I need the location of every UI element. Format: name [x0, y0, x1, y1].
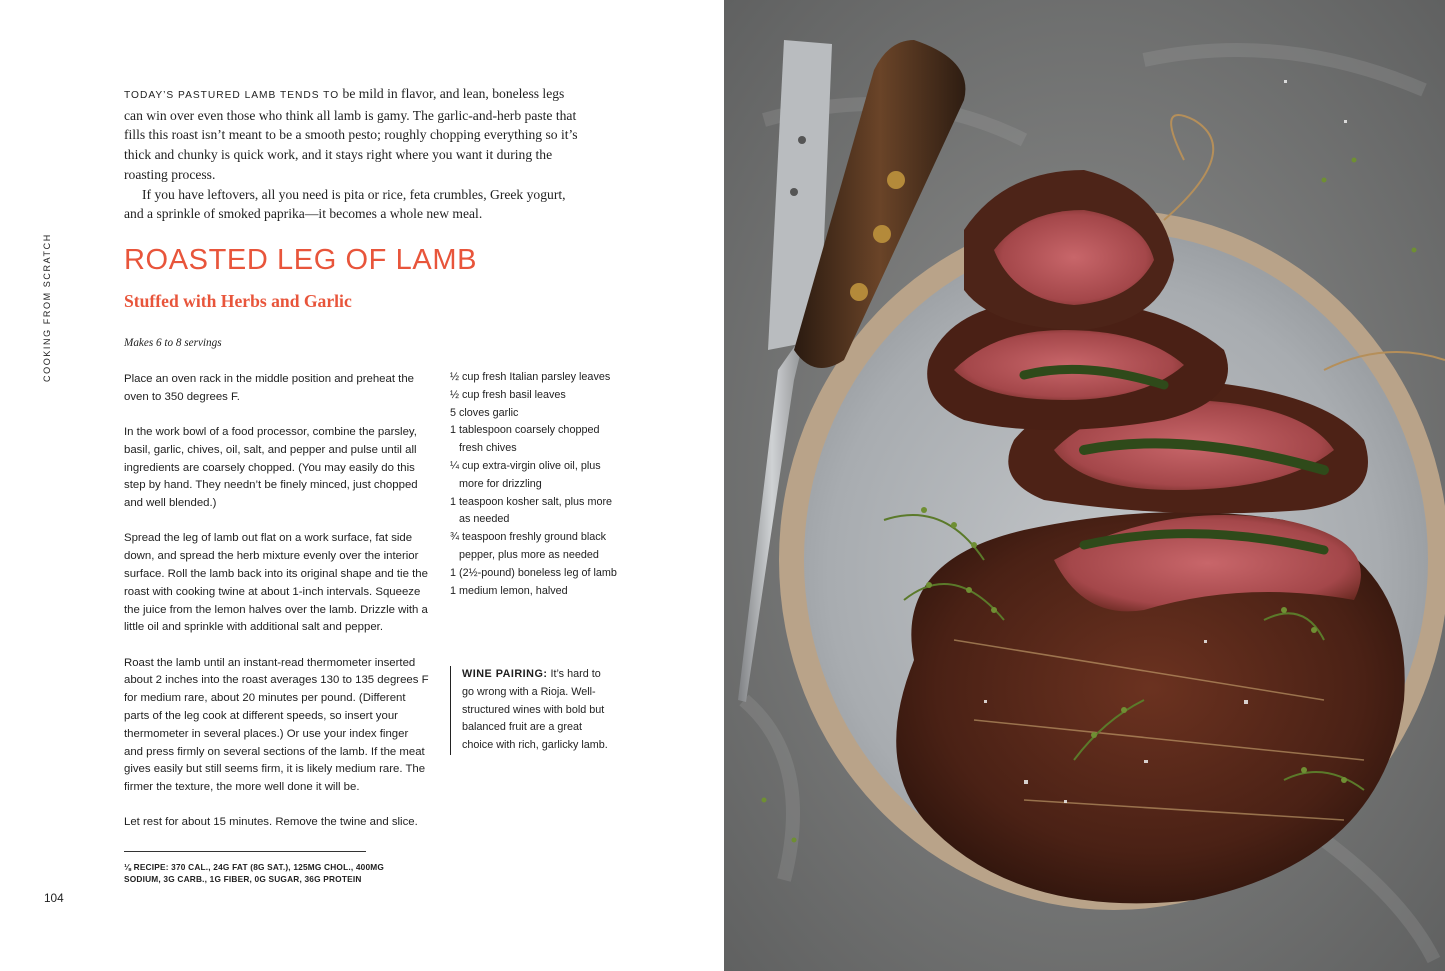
intro-lead-caps: TODAY’S PASTURED LAMB TENDS TO	[124, 90, 340, 101]
wine-pairing-note	[450, 666, 612, 755]
ingredient-item: 1 teaspoon kosher salt, plus more as needed	[450, 495, 613, 526]
ingredient-list	[450, 369, 620, 600]
running-head-text: COOKING FROM SCRATCH	[42, 233, 52, 382]
wine-pairing-text: It’s hard to go wrong with a Rioja. Well-structured wines with bold but balanced fruit are a great choice with rich, garlicky lamb.	[462, 668, 608, 752]
method-step: In the work bowl of a food processor, combine the parsley, basil, garlic, chives, oil, salt, and pepper and pulse until all ingredients are coarsely chopped. (You may easily do this step by hand. They needn’t be finely minced, just chopped and well blended.)	[124, 425, 418, 510]
intro-paragraph-2: If you have leftovers, all you need is pita or rice, feta crumbles, Greek yogurt, and a sprinkle of smoked paprika—it becomes a whole new meal.	[124, 186, 566, 222]
recipe-yield: Makes 6 to 8 servings	[124, 337, 222, 349]
method-step: Let rest for about 15 minutes. Remove the twine and slice.	[124, 816, 418, 829]
intro-paragraph-1	[124, 84, 584, 185]
nutrition-divider	[124, 851, 366, 852]
recipe-title: ROASTED LEG OF LAMB	[124, 244, 478, 276]
ingredient-item: 1 medium lemon, halved	[450, 584, 568, 597]
running-head	[42, 233, 56, 382]
ingredient-item: 1 tablespoon coarsely chopped fresh chives	[450, 424, 600, 455]
method-step: Spread the leg of lamb out flat on a work surface, fat side down, and spread the herb mixture evenly over the interior surface. Roll the lamb back into its original shape and tie the roast with cooking twine at about 1-inch intervals. Squeeze the juice from the lemon halves over the lamb. Drizzle with a little oil and sprinkle with additional salt and pepper.	[124, 532, 428, 634]
wine-pairing-label: WINE PAIRING:	[462, 668, 548, 680]
ingredient-item: ¾ teaspoon freshly ground black pepper, plus more as needed	[450, 531, 607, 561]
ingredient-item: ½ cup fresh basil leaves	[450, 388, 566, 401]
roast-lamb-photo	[724, 0, 1445, 971]
right-page	[724, 0, 1445, 971]
ingredient-item: ½ cup fresh Italian parsley leaves	[450, 371, 611, 383]
recipe-subtitle: Stuffed with Herbs and Garlic	[124, 291, 352, 311]
ingredient-item: ¼ cup extra-virgin olive oil, plus more for drizzling	[450, 459, 601, 490]
ingredient-item: 1 (2½-pound) boneless leg of lamb	[450, 566, 617, 579]
intro-paragraph-1-rest: be mild in flavor, and lean, boneless legs can win over even those who think all lamb is gamy. The garlic-and-herb paste that fills this roast isn’t meant to be a smooth pesto; roughly chopping everything so it’s thick and chunky is quick work, and it stays right where you want it during the roasting process.	[124, 86, 578, 182]
ingredient-item: 5 cloves garlic	[450, 406, 519, 419]
nutrition-facts: ⅛ RECIPE: 370 CAL., 24G FAT (8G SAT.), 125MG CHOL., 400MG SODIUM, 3G CARB., 1G FIBER, 0G SUGAR, 36G PROTEIN	[124, 862, 385, 885]
method-step: Roast the lamb until an instant-read thermometer inserted about 2 inches into the roast averages 130 to 135 degrees F for medium rare, about 20 minutes per pound. (Different parts of the leg cook at different speeds, so insert your thermometer in several places.) Or use your index finger and press firmly on several sections of the lamb. If the meat gives easily but still seems firm, it is likely medium rare. The firmer the texture, the more well done it will be.	[124, 656, 429, 794]
method-steps	[124, 371, 430, 849]
page-number: 104	[44, 891, 64, 905]
intro-text	[124, 84, 584, 224]
method-step: Place an oven rack in the middle position and preheat the oven to 350 degrees F.	[124, 373, 415, 403]
